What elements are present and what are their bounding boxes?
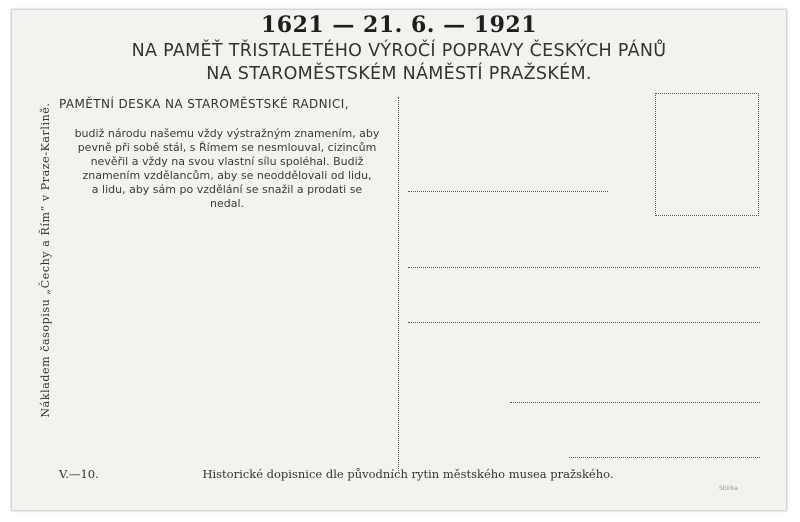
address-line [569, 457, 760, 458]
collection-mark: Sbírka [719, 485, 738, 492]
postcard-back [11, 9, 787, 511]
series-code: V.—10. [59, 467, 99, 481]
address-line [408, 191, 608, 192]
quote-line: a lidu, aby sám po vzdělání se snažil a prodati se [91, 183, 363, 196]
title-line-1: NA PAMĚŤ TŘISTALETÉHO VÝROČÍ POPRAVY ČESKÝCH PÁNŮ [131, 41, 667, 61]
footer-note: Historické dopisnice dle původních rytin městského musea pražského. [202, 467, 614, 481]
quote-line: znamením vzdělancům, aby se neoddělovali od lidu, [82, 169, 372, 182]
title-line-2: NA STAROMĚSTSKÉM NÁMĚSTÍ PRAŽSKÉM. [206, 64, 592, 84]
plaque-quote [60, 127, 394, 211]
address-line [408, 267, 760, 268]
address-line [408, 322, 760, 323]
quote-line: budiž národu našemu vždy výstražným znamením, aby [74, 127, 380, 140]
quote-line: nevěřil a vždy na svou vlastní sílu spoléhal. Budiž [90, 155, 364, 168]
publisher-vertical-text: Nákladem časopisu „Čechy a Řím“ v Praze-Karlině. [39, 102, 52, 418]
address-line [510, 402, 760, 403]
vertical-divider [398, 97, 399, 471]
plaque-heading: PAMĚTNÍ DESKA NA STAROMĚSTSKÉ RADNICI, [59, 97, 349, 111]
date-line: 1621 — 21. 6. — 1921 [261, 12, 537, 38]
stamp-box [655, 93, 759, 216]
quote-line: nedal. [209, 197, 244, 210]
quote-line: pevně při sobě stál, s Římem se nesmlouval, cizincům [77, 141, 377, 154]
